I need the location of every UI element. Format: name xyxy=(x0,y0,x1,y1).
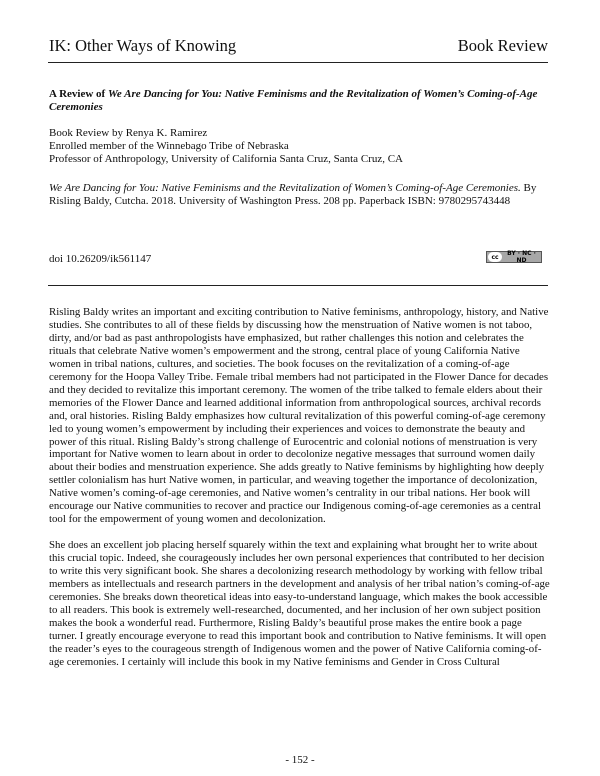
section-name: Book Review xyxy=(457,36,548,55)
journal-name: IK: Other Ways of Knowing xyxy=(49,36,237,55)
citation-details: By Risling Baldy, Cutcha. 2018. University of Washington Press. 208 pp. Paperback ISBN: 9780295743448 xyxy=(49,182,537,207)
license-terms: BY · NC · ND xyxy=(507,250,536,264)
page-number: - 152 - xyxy=(285,754,315,766)
running-header xyxy=(49,36,548,58)
review-title-prefix: A Review of xyxy=(49,88,108,100)
cc-license-badge[interactable] xyxy=(486,251,542,263)
section-divider xyxy=(48,285,548,286)
header-divider xyxy=(48,62,548,63)
creative-commons-icon: cc xyxy=(488,252,502,262)
book-citation xyxy=(49,182,549,208)
review-body xyxy=(49,306,552,682)
doi-link[interactable]: doi 10.26209/ik561147 xyxy=(49,253,152,265)
author-byline: Book Review by Renya K. Ramirez xyxy=(49,127,208,139)
body-paragraph: She does an excellent job placing herself squarely within the text and explaining what brought her to write about this crucial topic. Indeed, she courageously includes her own personal experiences that contributed to her decision to write this very significant book. She shares a decolonizing research methodology by working with fellow tribal members as intellectuals and research partners in the development and analysis of her tribal nation’s coming-of-age ceremonies. She breaks down theoretical ideas into easy-to-understand language, which makes the book accessible to all readers. This book is extremely well-researched, documented, and her inclusion of her own subject position makes the book a wonderful read. Furthermore, Risling Baldy’s beautiful prose makes the entire book a page turner. I greatly encourage everyone to read this important book and contribution to Native feminisms. It will open the reader’s eyes to the courageous strength of Indigenous women and the power of Native California coming-of-age ceremonies. I certainly will include this book in my Native feminisms and Gender in Cross Cultural xyxy=(49,539,550,668)
review-book-title: We Are Dancing for You: Native Feminisms and the Revitalization of Women’s Coming-of-Age Ceremonies xyxy=(49,88,538,113)
author-block xyxy=(49,127,549,166)
author-affiliation-university: Professor of Anthropology, University of California Santa Cruz, Santa Cruz, CA xyxy=(49,153,403,165)
citation-title: We Are Dancing for You: Native Feminisms and the Revitalization of Women’s Coming-of-Age Ceremonies. xyxy=(49,182,521,194)
review-title xyxy=(49,88,549,114)
author-affiliation-tribe: Enrolled member of the Winnebago Tribe of Nebraska xyxy=(49,140,289,152)
body-paragraph: Risling Baldy writes an important and exciting contribution to Native feminisms, anthropology, history, and Native studies. She contributes to all of these fields by discussing how the menstruation of Native women is not taboo, dirty, and/or bad as past anthropologists have emphasized, but rather challenges this notion and celebrates the rituals that celebrate Native women’s empowerment and the strong, central place of young California Native women in tribal nations, cultures, and societies. The book focuses on the revitalization of a coming-of-age ceremony for the Hoopa Valley Tribe. Female tribal members had not participated in the Flower Dance for decades and they decided to revitalize this important ceremony. The women of the tribe talked to female elders about their memories of the Flower Dance and learned additional information from anthropological sources, archival records and, oral histories. Risling Baldy emphasizes how cultural revitalization of this powerful coming-of-age ceremony led to young women’s empowerment by including their experiences and voices to demonstrate the beauty and power of this ritual. Risling Baldy’s strong challenge of Eurocentric and colonial notions of menstruation is very important for Native women to learn about in order to decolonize negative messages that surround women daily about their bodies and menstruation experience. She adds greatly to Native feminisms by highlighting how deeply settler colonialism has hurt Native women, in particular, and weaving together the importance of decolonization, Native women’s coming-of-age ceremonies, and Native women’s centrality in our tribal nations. Her book will encourage our Native communities to recover and practice our Indigenous coming-of-age ceremonies as a central tool for the empowerment of young women and decolonization. xyxy=(49,306,549,526)
